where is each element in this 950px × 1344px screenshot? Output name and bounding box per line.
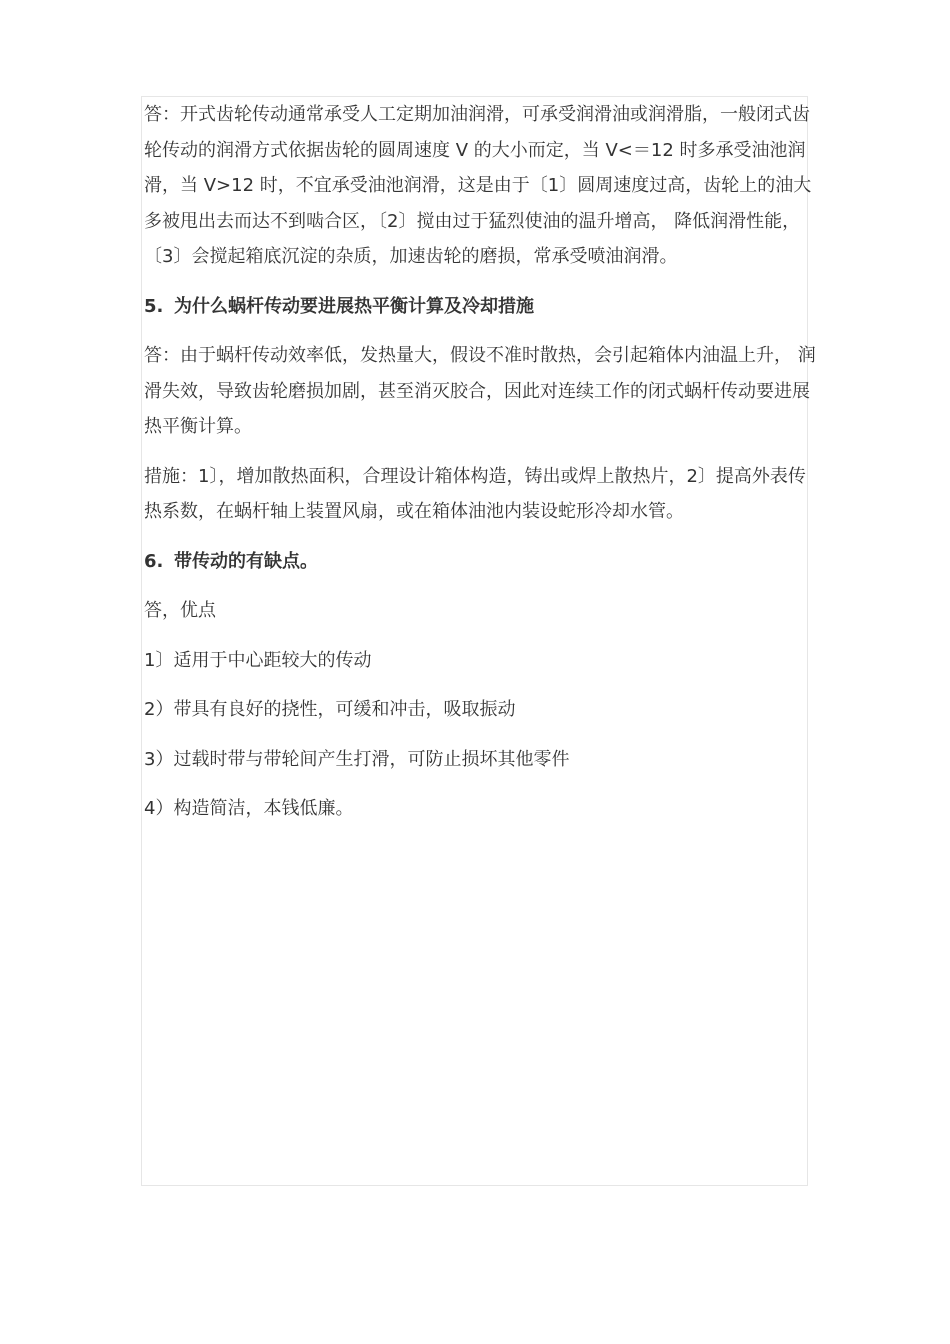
question-heading-6 — [144, 544, 816, 580]
question-text: 带传动的有缺点。 — [174, 550, 318, 572]
advantage-item-3: 3）过载时带与带轮间产生打滑，可防止损坏其他零件 — [144, 748, 570, 770]
document-content — [144, 97, 816, 841]
question-text: 为什么蜗杆传动要进展热平衡计算及冷却措施 — [174, 295, 534, 317]
answer-advantages-intro: 答，优点 — [144, 600, 216, 621]
answer-paragraph-lubrication: 答：开式齿轮传动通常承受人工定期加油润滑，可承受润滑油或润滑脂，一般闭式齿轮传动的润滑方式依据齿轮的圆周速度 V 的大小而定，当 V<＝12 时多承受油池润滑，当 V>12 时，不宜承受油池润滑，这是由于〔1〕圆周速度过高，齿轮上的油大多被甩出去而达不到啮合区，〔2〕搅由过于猛烈使油的温升增高， 降低润滑性能，〔3〕会搅起箱底沉淀的杂质，加速齿轮的磨损，常承受喷油润滑。 — [144, 104, 812, 267]
advantage-item-4: 4）构造简洁，本钱低廉。 — [144, 798, 354, 819]
question-number: 6. — [144, 550, 164, 572]
advantage-item-2: 2）带具有良好的挠性，可缓和冲击，吸取振动 — [144, 699, 516, 720]
measures-paragraph: 措施：1〕，增加散热面积，合理设计箱体构造，铸出或焊上散热片，2〕提高外表传热系数，在蜗杆轴上装置风扇，或在箱体油池内装设蛇形冷却水管。 — [144, 465, 806, 522]
question-heading-5 — [144, 289, 816, 325]
question-number: 5. — [144, 295, 164, 317]
advantage-item-1: 1〕适用于中心距较大的传动 — [144, 649, 372, 671]
answer-paragraph-worm-heat: 答：由于蜗杆传动效率低，发热量大，假设不准时散热，会引起箱体内油温上升， 润滑失效，导致齿轮磨损加剧，甚至消灭胶合，因此对连续工作的闭式蜗杆传动要进展热平衡计算。 — [144, 345, 816, 437]
